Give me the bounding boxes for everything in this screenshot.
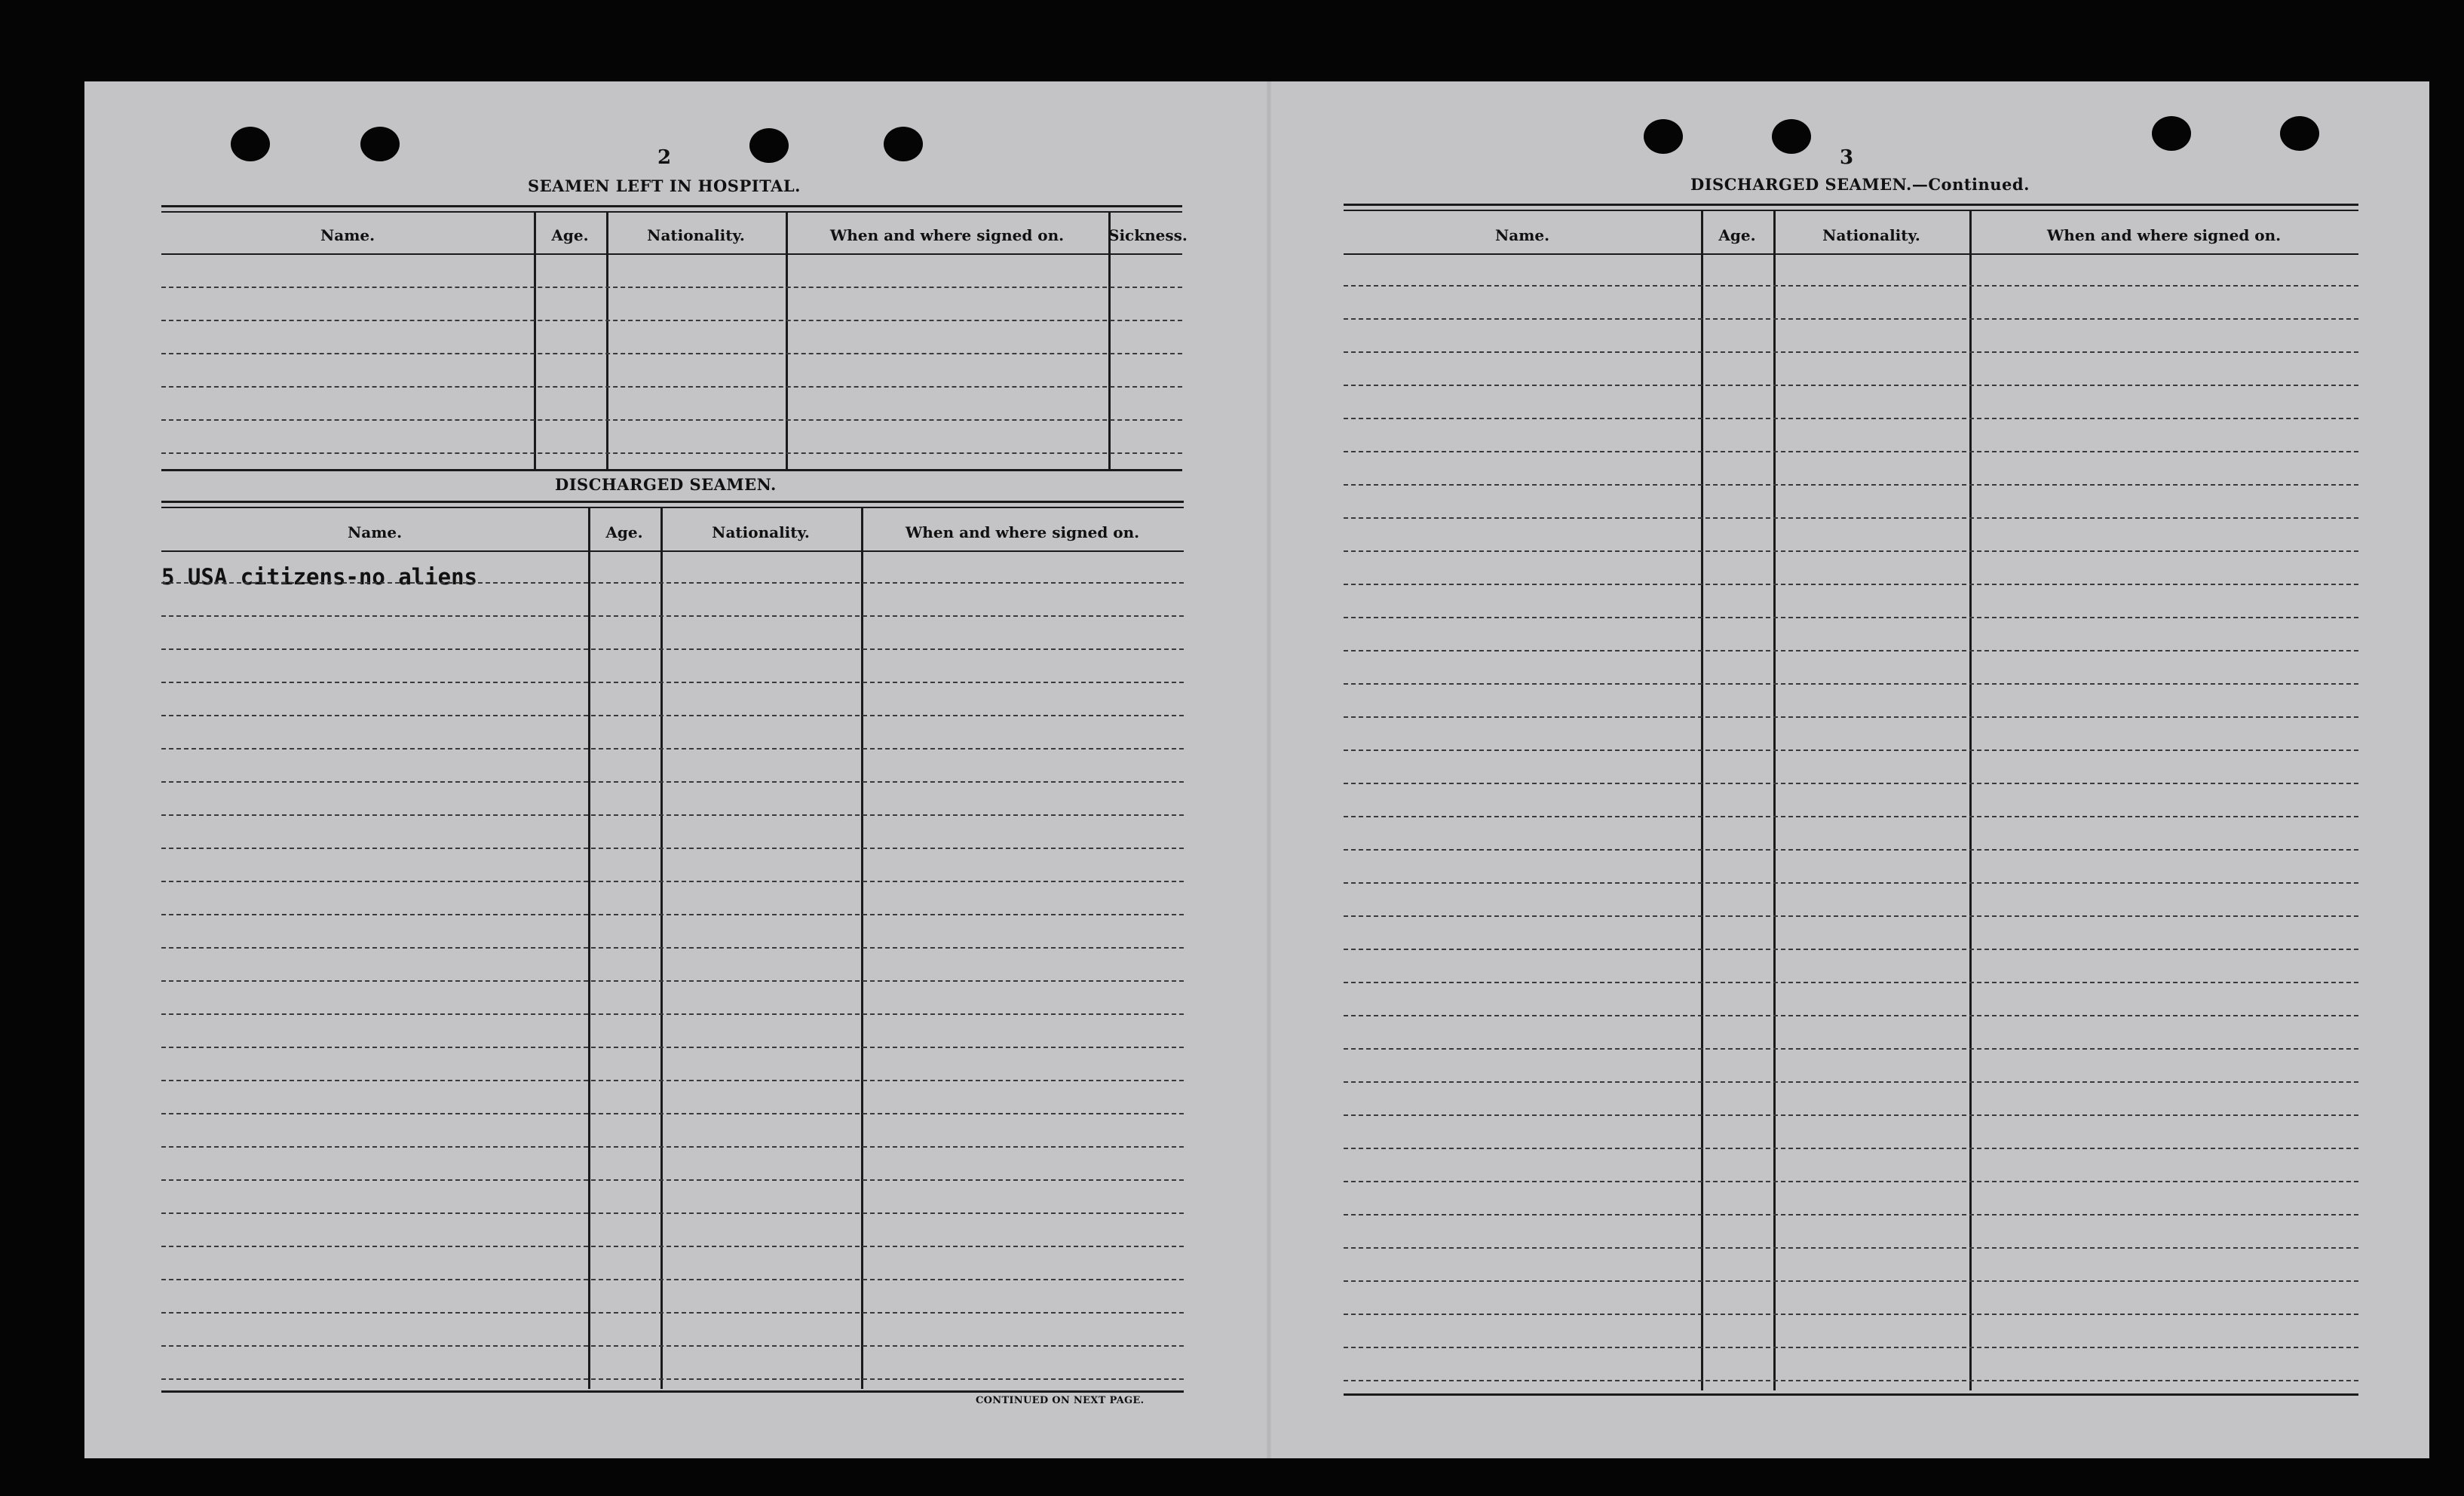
- ruled-line: [1344, 550, 2358, 552]
- col-signed-on: When and where signed on.: [829, 226, 1065, 244]
- ruled-line: [161, 1345, 1184, 1347]
- ruled-line: [1344, 849, 2358, 851]
- ruled-line: [1344, 1347, 2358, 1348]
- col-nationality: Nationality.: [1822, 226, 1920, 244]
- ruled-line: [1344, 1081, 2358, 1083]
- col-signed-on: When and where signed on.: [2046, 226, 2282, 244]
- ruled-line: [161, 1179, 1184, 1181]
- page-number-right: 3: [1840, 146, 1854, 169]
- col-age: Age.: [605, 523, 643, 541]
- form-sheet: [84, 81, 2429, 1458]
- col-age: Age.: [1718, 226, 1756, 244]
- ruled-line: [1344, 351, 2358, 353]
- ruled-line: [161, 848, 1184, 849]
- ruled-line: [1344, 783, 2358, 784]
- ruled-line: [161, 1246, 1184, 1247]
- discharged-continued-title: DISCHARGED SEAMEN.—Continued.: [1690, 175, 2030, 194]
- col-name: Name.: [1494, 226, 1550, 244]
- col-signed-on: When and where signed on.: [905, 523, 1140, 541]
- ruled-line: [1344, 816, 2358, 817]
- ruled-line: [161, 648, 1184, 650]
- typed-entry: 5 USA citizens-no aliens: [161, 564, 478, 590]
- ruled-line: [161, 748, 1184, 750]
- ruled-line: [1344, 1280, 2358, 1282]
- ruled-line: [161, 1279, 1184, 1280]
- ruled-line: [1344, 418, 2358, 419]
- ruled-line: [1344, 285, 2358, 287]
- ruled-line: [161, 781, 1184, 783]
- ruled-line: [1344, 949, 2358, 950]
- ruled-line: [1344, 318, 2358, 320]
- punch-hole: [2280, 116, 2319, 151]
- ruled-line: [1344, 1114, 2358, 1116]
- ruled-line: [161, 814, 1184, 816]
- ruled-line: [1344, 617, 2358, 618]
- ruled-line: [1344, 1181, 2358, 1182]
- ruled-line: [1344, 1314, 2358, 1315]
- ruled-line: [161, 1047, 1184, 1048]
- ruled-line: [1344, 1247, 2358, 1249]
- ruled-line: [161, 1113, 1184, 1114]
- discharged-section-title: DISCHARGED SEAMEN.: [555, 475, 777, 494]
- ruled-line: [1344, 1015, 2358, 1016]
- ruled-line: [161, 1013, 1184, 1015]
- ruled-line: [161, 582, 1184, 584]
- ruled-line: [1344, 650, 2358, 651]
- ruled-line: [1344, 1380, 2358, 1381]
- col-nationality: Nationality.: [712, 523, 810, 541]
- ruled-line: [161, 715, 1184, 716]
- ruled-line: [161, 1080, 1184, 1081]
- punch-hole: [884, 127, 923, 161]
- ruled-line: [1344, 385, 2358, 386]
- discharged-table-right: [1344, 204, 2358, 1395]
- ruled-line: [161, 1312, 1184, 1314]
- punch-hole: [1644, 119, 1683, 154]
- ruled-line: [161, 1378, 1184, 1380]
- punch-hole: [749, 128, 789, 163]
- ruled-line: [1344, 1214, 2358, 1216]
- ruled-line: [161, 1146, 1184, 1148]
- ruled-line: [161, 980, 1184, 982]
- ruled-line: [161, 1212, 1184, 1214]
- ruled-line: [161, 881, 1184, 882]
- ruled-line: [1344, 683, 2358, 685]
- col-nationality: Nationality.: [647, 226, 745, 244]
- continued-note: CONTINUED ON NEXT PAGE.: [976, 1395, 1145, 1406]
- hospital-section-title: SEAMEN LEFT IN HOSPITAL.: [528, 176, 801, 195]
- punch-hole: [2152, 116, 2191, 151]
- ruled-line: [1344, 1048, 2358, 1050]
- ruled-line: [161, 682, 1184, 683]
- col-age: Age.: [551, 226, 589, 244]
- col-name: Name.: [347, 523, 403, 541]
- punch-hole: [231, 127, 270, 161]
- center-fold: [1267, 81, 1271, 1458]
- ruled-line: [161, 615, 1184, 617]
- ruled-line: [1344, 584, 2358, 585]
- punch-hole: [360, 127, 400, 161]
- hospital-table: [161, 205, 1188, 471]
- ruled-line: [1344, 716, 2358, 718]
- ruled-line: [161, 947, 1184, 949]
- ruled-line: [1344, 484, 2358, 486]
- page-number-left: 2: [657, 146, 672, 169]
- col-sickness: Sickness.: [1108, 226, 1188, 244]
- ruled-line: [1344, 915, 2358, 917]
- ruled-line: [1344, 451, 2358, 452]
- col-name: Name.: [320, 226, 375, 244]
- punch-hole: [1772, 119, 1811, 154]
- ruled-line: [1344, 750, 2358, 751]
- ruled-line: [1344, 517, 2358, 519]
- ruled-line: [1344, 882, 2358, 884]
- ruled-line: [1344, 1148, 2358, 1149]
- discharged-table-left: [161, 501, 1184, 1395]
- ruled-line: [161, 914, 1184, 915]
- ruled-line: [1344, 982, 2358, 983]
